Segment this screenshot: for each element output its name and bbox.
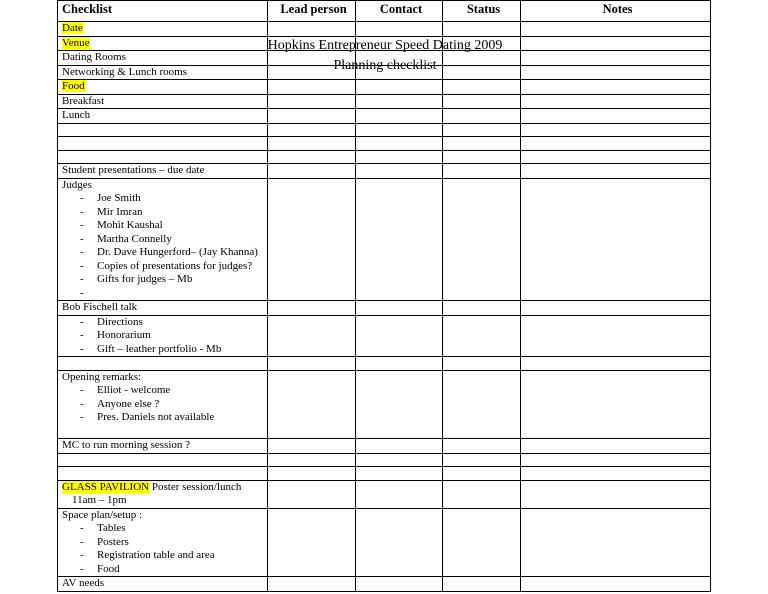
list-item: - Posters: [62, 536, 267, 550]
table-row: [58, 36, 711, 51]
list-item: - Mir Imran: [62, 206, 267, 220]
header-row: [58, 1, 711, 22]
list-item: - Gift – leather portfolio - Mb: [62, 343, 267, 357]
table-row: [58, 22, 711, 37]
table-row: [58, 178, 711, 301]
title-line-2: Planning checklist: [333, 58, 437, 73]
list-item: - Registration table and area: [62, 549, 267, 563]
header-checklist: Checklist: [58, 1, 268, 22]
table-row: [58, 577, 711, 592]
checklist-sheet: [57, 0, 711, 592]
table-row: [58, 370, 711, 439]
list-item: - Gifts for judges – Mb: [62, 273, 267, 287]
header-status: Status: [443, 1, 521, 22]
table-row-empty: [58, 453, 711, 467]
opening-list: [62, 384, 267, 425]
row-food: Food: [62, 80, 85, 92]
row-glass-pavilion-rest: Poster session/lunch: [149, 480, 242, 493]
row-venue: Venue: [62, 36, 90, 49]
list-item: - Joe Smith: [62, 192, 267, 206]
judges-list: [62, 192, 267, 300]
list-item: - Anyone else ?: [62, 398, 267, 412]
row-breakfast: Breakfast: [58, 94, 268, 109]
table-row-empty: [58, 123, 711, 137]
table-row: [58, 94, 711, 109]
row-opening-remarks: Opening remarks:: [62, 370, 142, 383]
list-item: - Martha Connelly: [62, 233, 267, 247]
row-dating-rooms: Dating Rooms: [58, 51, 268, 66]
bob-list: [62, 316, 267, 357]
table-row: [58, 315, 711, 357]
header-lead-person: Lead person: [268, 1, 356, 22]
list-item: - Tables: [62, 522, 267, 536]
list-item: - Dr. Dave Hungerford– (Jay Khanna): [62, 246, 267, 260]
table-row: [58, 164, 711, 179]
table-row-empty: [58, 137, 711, 151]
header-contact: Contact: [356, 1, 443, 22]
list-item: - Food: [62, 563, 267, 577]
title-line-1: Hopkins Entrepreneur Speed Dating 2009: [267, 38, 503, 53]
row-bob-talk: Bob Fischell talk: [58, 301, 268, 316]
row-date: Date: [62, 22, 83, 34]
row-av-needs: AV needs: [58, 577, 268, 592]
row-glass-time: 11am – 1pm: [72, 494, 127, 506]
table-row-empty: [58, 357, 711, 371]
table-row: [58, 301, 711, 316]
space-list: [62, 522, 267, 576]
list-item: [62, 287, 267, 301]
row-space-plan: Space plan/setup :: [62, 508, 143, 521]
list-item: - Mohit Kaushal: [62, 219, 267, 233]
table-row: [58, 80, 711, 95]
table-row: [58, 109, 711, 124]
list-item: - Copies of presentations for judges?: [62, 260, 267, 274]
list-item: - Elliot - welcome: [62, 384, 267, 398]
header-notes: Notes: [521, 1, 711, 22]
row-student-presentations: Student presentations – due date: [58, 164, 268, 179]
table-row: [58, 51, 711, 66]
table-row: [58, 508, 711, 577]
table-row-empty: [58, 150, 711, 164]
list-item: - Directions: [62, 316, 267, 330]
checklist-table: [57, 0, 711, 592]
row-judges: Judges: [62, 178, 92, 191]
row-lunch: Lunch: [58, 109, 268, 124]
list-item: - Pres. Daniels not available: [62, 411, 267, 425]
row-networking: Networking & Lunch rooms: [58, 65, 268, 80]
table-row-empty: [58, 467, 711, 481]
row-glass-pavilion: GLASS PAVILION: [62, 480, 150, 493]
table-row: [58, 480, 711, 508]
table-row: [58, 439, 711, 454]
table-row: [58, 65, 711, 80]
row-mc: MC to run morning session ?: [58, 439, 268, 454]
list-item: - Honorarium: [62, 329, 267, 343]
